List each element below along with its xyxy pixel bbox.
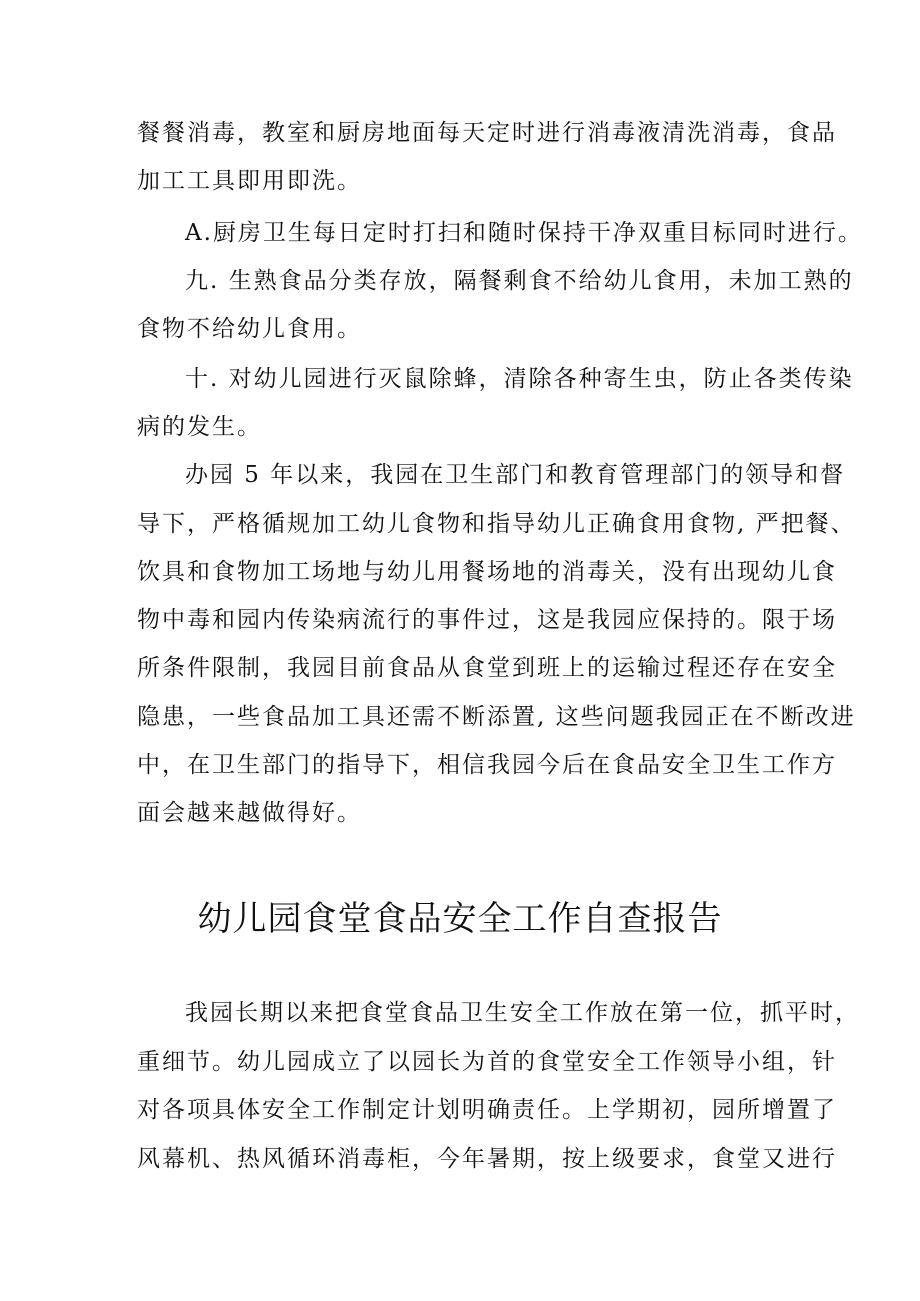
- body-line: 风幕机、热风循环消毒柜，今年暑期，按上级要求，食堂又进行: [137, 1146, 837, 1172]
- body-line: 我园长期以来把食堂食品卫生安全工作放在第一位，抓平时，: [185, 1000, 860, 1026]
- body-line: 物中毒和园内传染病流行的事件过，这是我园应保持的。限于场: [137, 607, 837, 633]
- body-line: 对各项具体安全工作制定计划明确责任。上学期初，园所增置了: [137, 1097, 837, 1123]
- body-line: 重细节。幼儿园成立了以园长为首的食堂安全工作领导小组，针: [137, 1049, 837, 1075]
- body-line: 中，在卫生部门的指导下，相信我园今后在食品安全卫生工作方: [137, 752, 837, 778]
- body-line: 面会越来越做得好。: [137, 800, 362, 826]
- document-title: 幼儿园食堂食品安全工作自查报告: [197, 899, 723, 939]
- body-line: 办园 5 年以来，我园在卫生部门和教育管理部门的领导和督: [185, 462, 846, 488]
- body-line: 病的发生。: [137, 414, 262, 440]
- body-line: A.厨房卫生每日定时打扫和随时保持干净双重目标同时进行。: [185, 220, 863, 246]
- body-line: 餐餐消毒，教室和厨房地面每天定时进行消毒液清洗消毒，食品: [137, 120, 837, 146]
- body-line: 所条件限制，我园目前食品从食堂到班上的运输过程还存在安全: [137, 655, 837, 681]
- body-line: 九. 生熟食品分类存放，隔餐剩食不给幼儿食用，未加工熟的: [185, 268, 854, 294]
- body-line: 加工工具即用即洗。: [137, 168, 362, 194]
- body-line: 导下，严格循规加工幼儿食物和指导幼儿正确食用食物, 严把餐、: [137, 511, 856, 537]
- body-line: 饮具和食物加工场地与幼儿用餐场地的消毒关，没有出现幼儿食: [137, 559, 837, 585]
- body-line: 十. 对幼儿园进行灭鼠除蜂，清除各种寄生虫，防止各类传染: [185, 366, 854, 392]
- body-line: 隐患，一些食品加工具还需不断添置, 这些问题我园正在不断改进: [137, 704, 856, 730]
- body-line: 食物不给幼儿食用。: [137, 316, 362, 342]
